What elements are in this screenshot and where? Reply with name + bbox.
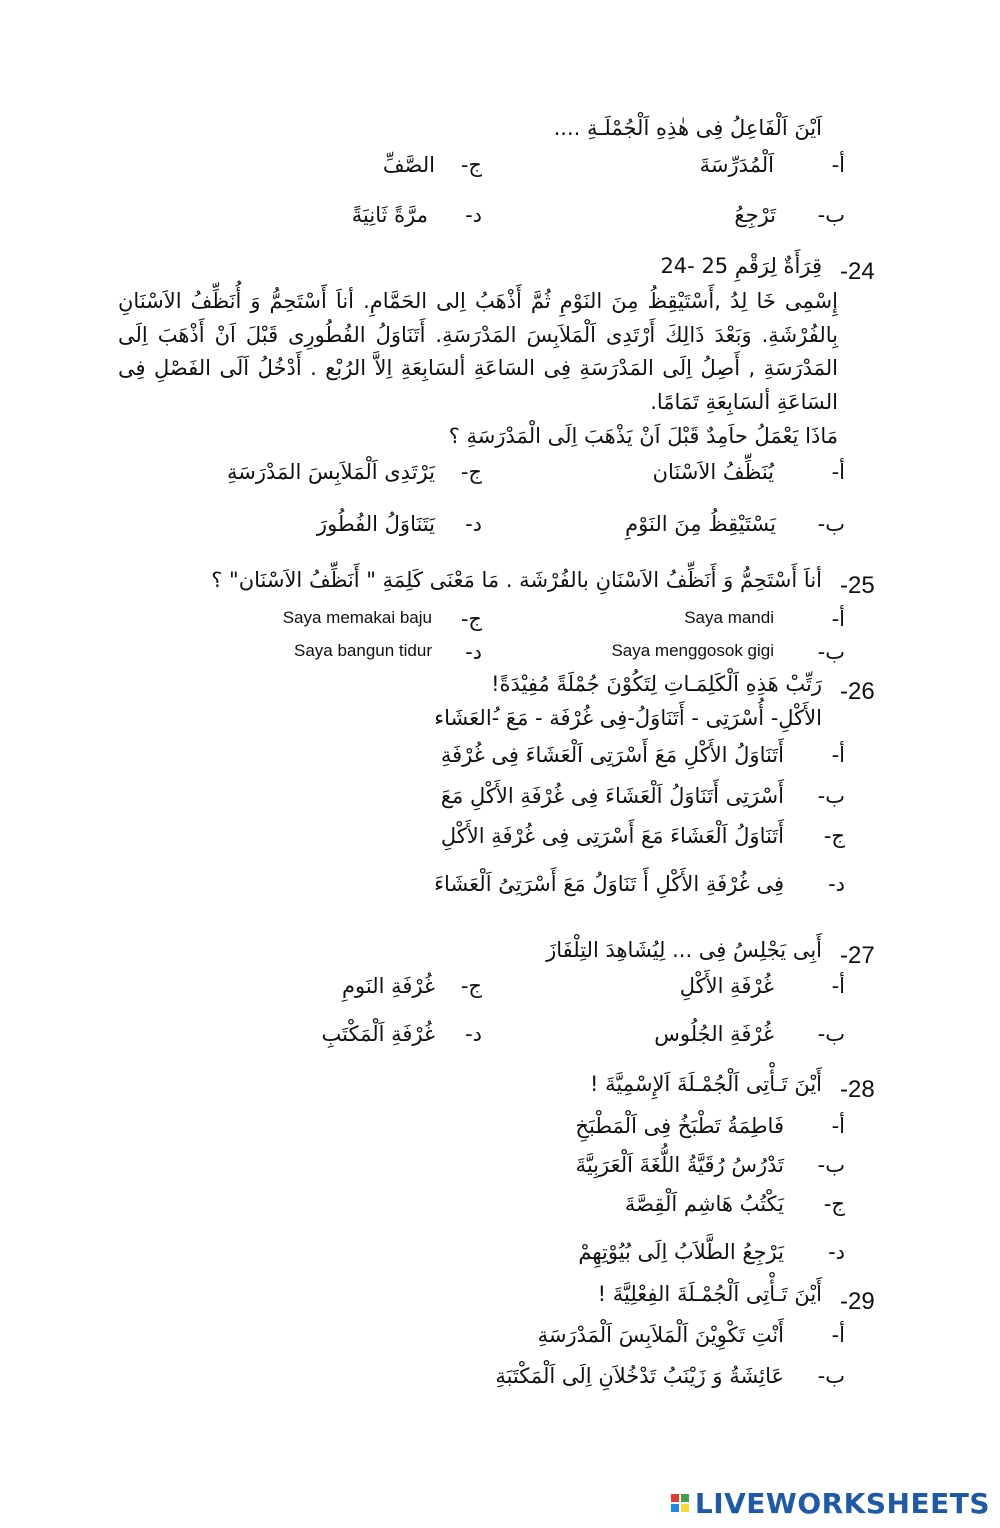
q24-option-a-letter: أ- xyxy=(831,460,845,484)
q29-option-a[interactable]: أَنْتِ تَكْوِيْنَ اَلْمَلاَبِسَ اَلْمَدْرَسَةِ xyxy=(537,1323,784,1347)
q28-option-d-letter: د- xyxy=(828,1240,845,1264)
q26-option-b[interactable]: أَسْرَتِى أَتَنَاوَلُ اَلْعَشَاءَ فِى غُرْفَةِ الأَكْلِ مَعَ xyxy=(440,784,784,808)
q24-option-d-letter: د- xyxy=(465,512,482,536)
q28-prompt: أَيْنَ تَـأْتِى اَلْجُمْـلَةَ اَلإِسْمِيَّةَ ! xyxy=(590,1072,822,1096)
q23-option-d-letter: د- xyxy=(465,203,482,227)
q24-intro: قِرَأَةٌ لِرَقْمِ 25 -24 xyxy=(660,254,822,278)
q25-option-d[interactable]: Saya bangun tidur xyxy=(294,641,432,660)
liveworksheets-logo-icon xyxy=(671,1494,689,1512)
q25-option-b[interactable]: Saya menggosok gigi xyxy=(611,641,774,660)
q23-option-c[interactable]: الصَّفِّ xyxy=(382,153,435,177)
q24-question: مَاذَا يَعْمَلُ حاَمِدٌ قَبْلَ اَنْ يَذْهَبَ اِلَى الْمَدْرَسَةِ ؟ xyxy=(448,424,838,448)
q26-option-b-letter: ب- xyxy=(817,784,845,808)
q24-option-c[interactable]: يَرْتَدِى اَلْمَلاَبِسَ المَدْرَسَةِ xyxy=(226,460,435,484)
q29-option-a-letter: أ- xyxy=(831,1323,845,1347)
q27-option-c-letter: ج- xyxy=(460,974,482,998)
q26-number: -26 xyxy=(840,678,875,705)
q28-option-d[interactable]: يَرْجِعُ الطَّلاَبُ اِلَى بُيُوْتِهِمْ xyxy=(578,1240,784,1264)
q25-option-a-letter: أ- xyxy=(831,607,845,631)
q29-option-b[interactable]: عَائِشَةُ وَ زَيْنَبُ تَدْخُلاَنِ اِلَى اَلْمَكْتَبَةِ xyxy=(495,1364,784,1388)
q27-option-a-letter: أ- xyxy=(831,974,845,998)
q23-option-b-letter: ب- xyxy=(817,203,845,227)
q28-option-b[interactable]: تَدْرُسُ رُقَيَّةُ اللُّغَةَ اَلْعَرَبِيَّةَ xyxy=(575,1153,784,1177)
q25-option-c-letter: ج- xyxy=(460,607,482,631)
q29-prompt: أَيْنَ تَـأْتِى اَلْجُمْـلَةَ الفِعْلِيَّةَ ! xyxy=(597,1282,822,1306)
q24-option-b[interactable]: يَسْتَيْقِظُ مِنَ النَوْمِ xyxy=(625,512,776,536)
q27-option-d-letter: د- xyxy=(465,1022,482,1046)
q28-option-a-letter: أ- xyxy=(831,1114,845,1138)
q25-option-d-letter: د- xyxy=(465,640,482,664)
q26-option-a-letter: أ- xyxy=(831,743,845,767)
q25-prompt: أناَ أَسْتَحِمُّ وَ أَنَظِّفُ الاَسْنَانِ بالفُرْشَة . مَا مَعْنَى كَلِمَةِ " أَنَظِّفُ الاَسْنَان" ؟ xyxy=(211,568,822,592)
q26-words: الأَكْلِ- أُسْرَتِى - أَتَنَاوَلُ-فِى غُرْفَة - مَعَ -ُالعَشَاء xyxy=(434,706,822,730)
q26-option-d-letter: د- xyxy=(828,872,845,896)
q26-option-d[interactable]: فِى غُرْفَةِ الأَكْلِ أَ تَنَاوَلُ مَعَ أَسْرَتِىُ اَلْعَشَاءَ xyxy=(434,872,784,896)
q24-option-c-letter: ج- xyxy=(460,460,482,484)
logo-square-2 xyxy=(681,1494,689,1502)
logo-square-1 xyxy=(671,1494,679,1502)
q23-prompt: اَيْنَ اَلْفَاعِلُ فِى هٰذِهِ اَلْجُمْلَـةِ .... xyxy=(553,116,822,140)
q24-passage: إِسْمِى خَا لِدُ ,أَسْتَيْقِظُ مِنَ النَوْمِ ثُمَّ أَذْهَبُ اِلى الحَمَّامِ. أناَ أَسْتَحِمُّ وَ أُنَظِّفُ الاَسْنَانِ بِالفُرْشَةِ. وَبَعْدَ ذَالِكَ أَرْتَدِى اَلْمَلاَبِسَ المَدْرَسَةِ. أَتَنَاوَلُ الفُطُورِى قَبْلَ اَنْ أَذْهَبَ اِلَى المَدْرَسَةِ , أَصِلُ اِلَى المَدْرَسَةِ فِى السَاعَةِ ألسَابِعَةِ اِلاَّ الرُبْع . أَدْخُلُ اَلَى الفَصْلِ فِى السَاعَةِ ألسَابِعَةِ تَمَامًا. xyxy=(118,289,838,414)
q25-option-c[interactable]: Saya memakai baju xyxy=(282,608,432,627)
logo-square-3 xyxy=(671,1504,679,1512)
q26-prompt: رَتِّبْ هَذِهِ اَلْكَلِمَـاتِ لِتَكُوْنَ جُمْلَةً مُفِيْدَةً! xyxy=(491,672,822,696)
q28-number: -28 xyxy=(840,1076,875,1103)
q25-option-b-letter: ب- xyxy=(817,640,845,664)
q27-option-c[interactable]: غُرْفَةِ النَومِ xyxy=(342,974,435,998)
q27-number: -27 xyxy=(840,942,875,969)
q24-number: -24 xyxy=(840,258,875,285)
q27-option-a[interactable]: غُرْفَةِ الأَكْلِ xyxy=(679,974,774,998)
q29-option-b-letter: ب- xyxy=(817,1364,845,1388)
q23-option-a-letter: أ- xyxy=(831,153,845,177)
q24-option-b-letter: ب- xyxy=(817,512,845,536)
q27-option-b-letter: ب- xyxy=(817,1022,845,1046)
logo-square-4 xyxy=(681,1504,689,1512)
q27-option-b[interactable]: غُرْفَةِ الجُلُوس xyxy=(654,1022,774,1046)
q26-option-c-letter: ج- xyxy=(823,824,845,848)
q28-option-c-letter: ج- xyxy=(823,1192,845,1216)
q23-option-b[interactable]: تَرْجِعُ xyxy=(734,203,776,227)
q26-option-a[interactable]: أَتَنَاوَلُ الأَكْلِ مَعَ أَسْرَتِى اَلْعَشَاءَ فِى غُرْفَةِ xyxy=(440,743,784,767)
q24-option-a[interactable]: يُنَظِّفُ الاَسْنَان xyxy=(652,460,774,484)
liveworksheets-logo[interactable] xyxy=(671,1488,990,1518)
q27-prompt: أَبِى يَجْلِسُ فِى ... لِيُشَاهِدَ التِلْفَازَ xyxy=(546,938,822,962)
q29-number: -29 xyxy=(840,1288,875,1315)
q28-option-b-letter: ب- xyxy=(817,1153,845,1177)
q23-option-c-letter: ج- xyxy=(460,153,482,177)
q25-number: -25 xyxy=(840,572,875,599)
q23-option-a[interactable]: اَلْمُدَرِّسَةَ xyxy=(699,153,774,177)
q27-option-d[interactable]: غُرْفَةِ اَلْمَكْتَبِ xyxy=(321,1022,435,1046)
q28-option-a[interactable]: فَاطِمَةُ تَطْبَخُ فِى اَلْمَطْبَخِ xyxy=(575,1114,784,1138)
q23-option-d[interactable]: مرَّةً ثَانِيَةً xyxy=(351,203,428,227)
q28-option-c[interactable]: يَكْتُبُ هَاشِم اَلْقِصَّةَ xyxy=(624,1192,784,1216)
liveworksheets-logo-text: LIVEWORKSHEETS xyxy=(694,1486,990,1520)
q24-option-d[interactable]: يَتَنَاوَلُ الفُطُورَ xyxy=(316,512,435,536)
q25-option-a[interactable]: Saya mandi xyxy=(684,608,774,627)
q26-option-c[interactable]: أَتَنَاوَلُ اَلْعَشَاءَ مَعَ أَسْرَتِى فِى غُرْفَةِ الأَكْلِ xyxy=(440,824,784,848)
